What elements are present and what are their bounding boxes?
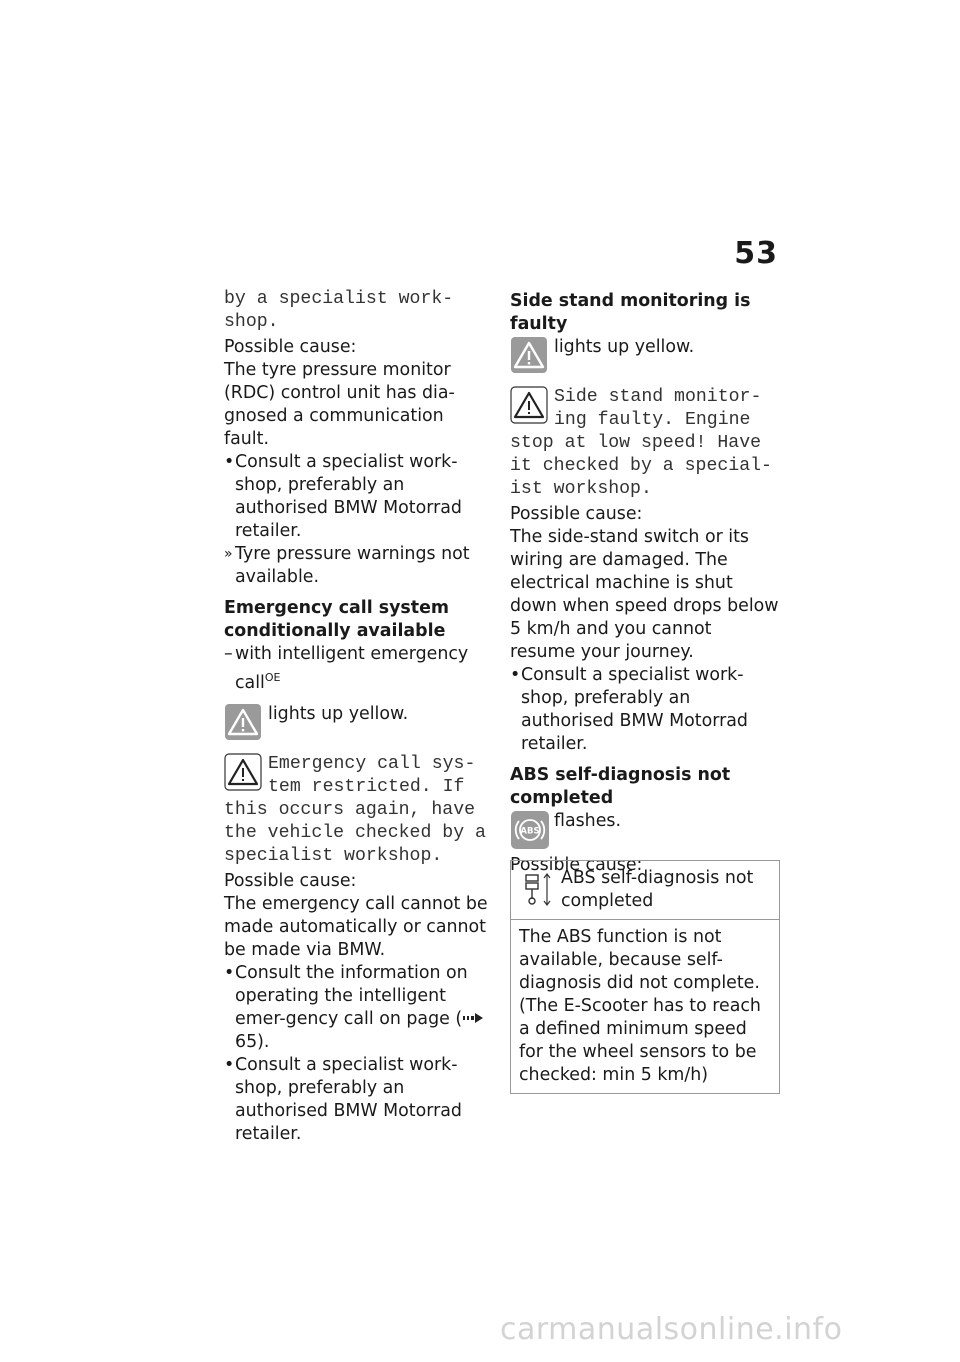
- table-body-text: The ABS function is not available, because self-diagnosis did not complete. (The E-Scooter has to reach a defined minimum speed for the wheel sensors to be checked: min 5 km/h): [519, 927, 761, 1085]
- bullet-item: • Consult a specialist work-shop, preferably an authorised BMW Motorrad retailer.: [224, 452, 462, 541]
- possible-cause-label: Possible cause:: [510, 504, 643, 524]
- indicator-row: [510, 336, 780, 382]
- possible-cause-label: Possible cause:: [510, 855, 643, 875]
- page-reference-link[interactable]: (65).: [235, 1009, 484, 1052]
- display-message-row: [224, 753, 492, 868]
- cause-text: The tyre pressure monitor (RDC) control unit has dia-gnosed a communication fault.: [224, 360, 455, 449]
- cause-text: The side-stand switch or its wiring are damaged. The electrical machine is shut down when speed drops below 5 km/h and you cannot resume your journey.: [510, 527, 779, 662]
- condition-item: – with intelligent emergency call$^{OE}$: [224, 644, 469, 693]
- warning-triangle-icon: [224, 703, 262, 748]
- table-header-text: ABS self-diagnosis not completed: [561, 868, 754, 911]
- page-number: 53: [734, 236, 778, 271]
- warning-triangle-icon: [224, 753, 262, 798]
- bullet-item: • Consult the information on operating the intelligent emer-gency call on page (65).: [224, 962, 492, 1054]
- section-heading: ABS self-diagnosis not completed: [510, 765, 731, 808]
- svg-text:ABS: ABS: [520, 826, 540, 837]
- bullet-item: • Consult a specialist work-shop, preferably an authorised BMW Motorrad retailer.: [224, 1054, 462, 1144]
- table-body: [511, 920, 779, 1093]
- indicator-row: [510, 810, 780, 856]
- watermark: carmanualsonline.info: [500, 1312, 843, 1347]
- indicator-text: lights up yellow.: [268, 703, 409, 724]
- measure-icon: [523, 871, 553, 914]
- left-column: [224, 288, 492, 1146]
- bullet-item: • Consult a specialist work-shop, preferably an authorised BMW Motorrad retailer.: [510, 665, 748, 754]
- display-message: Side stand monitor-ing faulty. Engine stop at low speed! Have it checked by a special-ist workshop.: [510, 387, 772, 499]
- result-item: » Tyre pressure warnings not available.: [224, 544, 470, 587]
- indicator-row: [224, 703, 492, 749]
- warning-triangle-icon: [510, 386, 548, 431]
- display-text-continued: by a specialist work- shop.: [224, 289, 454, 332]
- possible-cause-label: Possible cause:: [224, 337, 357, 357]
- warning-triangle-icon: [510, 336, 548, 381]
- oe-superscript: OE: [264, 671, 281, 684]
- right-column: [510, 288, 780, 877]
- page-reference-arrow-icon: [462, 1012, 484, 1024]
- section-heading: Emergency call system conditionally available: [224, 598, 449, 641]
- indicator-text: lights up yellow.: [554, 337, 695, 357]
- cause-text: The emergency call cannot be made automatically or cannot be made via BMW.: [224, 893, 488, 960]
- abs-icon: [510, 810, 550, 857]
- indicator-text: flashes.: [554, 811, 621, 831]
- possible-cause-label: Possible cause:: [224, 870, 357, 891]
- section-heading: Side stand monitoring is faulty: [510, 291, 751, 334]
- cause-table: [510, 860, 780, 1094]
- display-message: Emergency call sys-tem restricted. If this occurs again, have the vehicle checked by a specialist workshop.: [224, 753, 486, 866]
- table-header: [511, 861, 779, 920]
- display-message-row: [510, 386, 780, 501]
